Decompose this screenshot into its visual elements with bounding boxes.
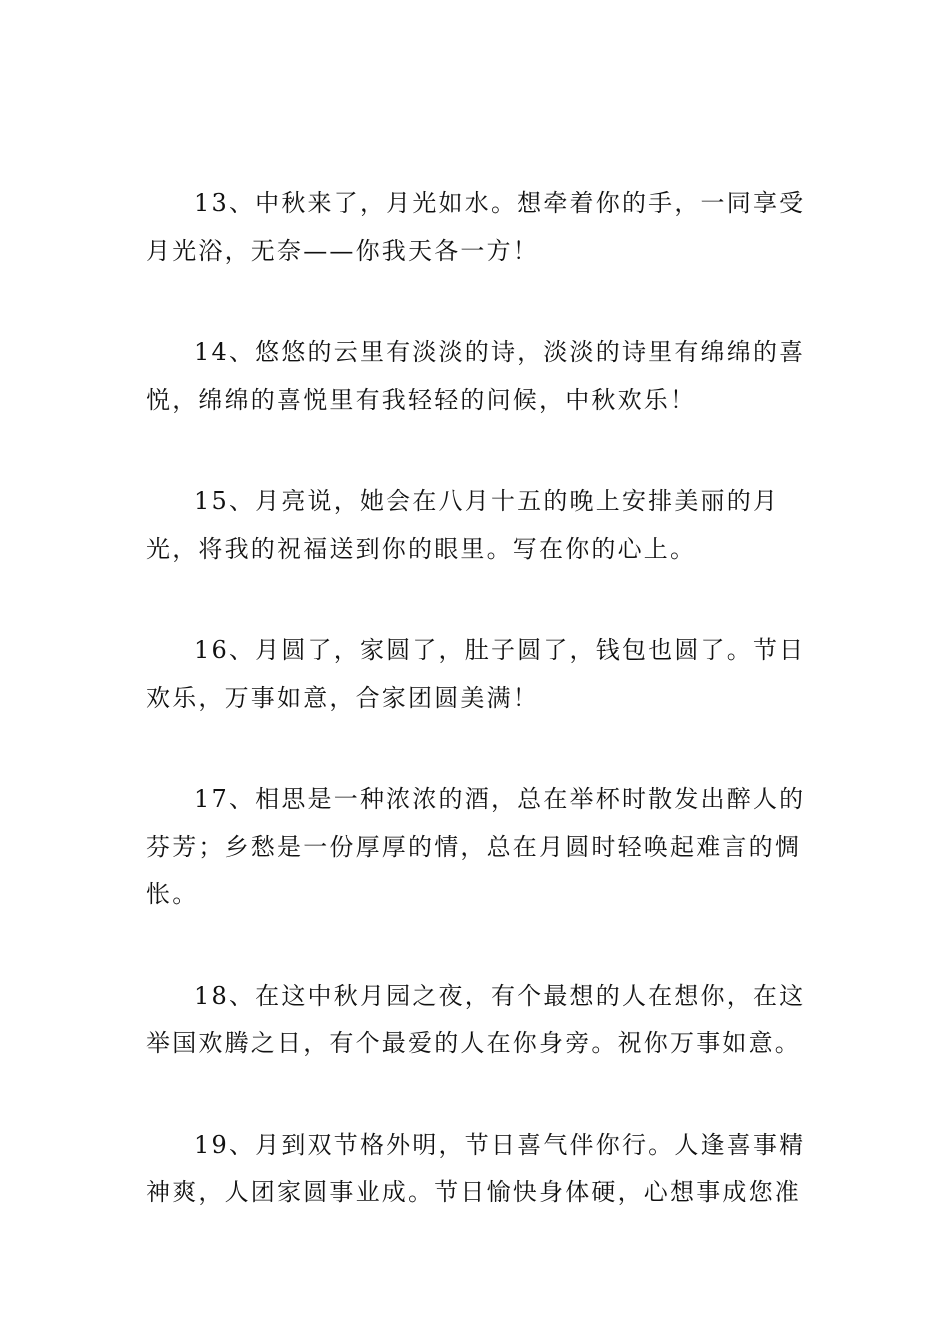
paragraph-13: 13、中秋来了，月光如水。想牵着你的手，一同享受月光浴，无奈——你我天各一方！ bbox=[146, 189, 806, 265]
paragraph-spacer bbox=[146, 275, 808, 329]
paragraph-16: 16、月圆了，家圆了，肚子圆了，钱包也圆了。节日欢乐，万事如意，合家团圆美满！ bbox=[146, 636, 806, 712]
paragraph-15: 15、月亮说，她会在八月十五的晚上安排美丽的月光，将我的祝福送到你的眼里。写在你的心上。 bbox=[146, 487, 780, 563]
paragraph-17: 17、相思是一种浓浓的酒，总在举杯时散发出醉人的芬芳；乡愁是一份厚厚的情，总在月圆时轻唤起难言的惆怅。 bbox=[146, 785, 806, 908]
paragraph-18: 18、在这中秋月园之夜，有个最想的人在想你，在这举国欢腾之日，有个最爱的人在你身旁。祝你万事如意。 bbox=[146, 981, 806, 1057]
paragraph-19: 19、月到双节格外明，节日喜气伴你行。人逢喜事精神爽，人团家圆事业成。节日愉快身体硬，心想事成您准 bbox=[146, 1130, 806, 1206]
paragraph-14: 14、悠悠的云里有淡淡的诗，淡淡的诗里有绵绵的喜悦，绵绵的喜悦里有我轻轻的问候，中秋欢乐！ bbox=[146, 338, 806, 414]
paragraph-spacer bbox=[146, 573, 808, 627]
document-body bbox=[146, 180, 808, 1217]
paragraph-spacer bbox=[146, 919, 808, 973]
paragraph-spacer bbox=[146, 1068, 808, 1122]
paragraph-spacer bbox=[146, 424, 808, 478]
paragraph-spacer bbox=[146, 722, 808, 776]
